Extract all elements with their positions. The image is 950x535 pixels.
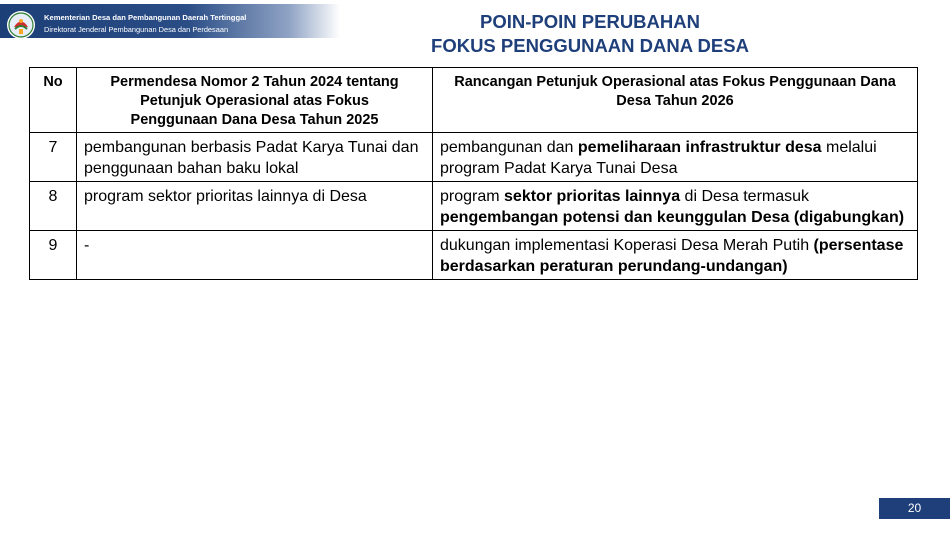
new-text-emphasis: pengembangan potensi dan keunggulan Desa (digabungkan) (440, 209, 905, 226)
new-text (433, 182, 918, 231)
old-text: program sektor prioritas lainnya di Desa (77, 182, 433, 231)
page-number: 20 (879, 498, 950, 519)
new-text-emphasis: sektor prioritas lainnya (504, 188, 681, 205)
table-header-row (30, 68, 918, 133)
new-text-part: dukungan implementasi Koperasi Desa Merah Putih (440, 237, 814, 254)
title-line-2: FOKUS PENGGUNAAN DANA DESA (431, 35, 749, 56)
row-number: 8 (30, 182, 77, 231)
old-text: pembangunan berbasis Padat Karya Tunai dan penggunaan bahan baku lokal (77, 133, 433, 182)
table-row (30, 133, 918, 182)
new-text-part: pembangunan dan (440, 139, 578, 156)
header-new-draft: Rancangan Petunjuk Operasional atas Fokus Penggunaan Dana Desa Tahun 2026 (433, 68, 918, 133)
changes-table (29, 67, 918, 280)
org-subtitle: Direktorat Jenderal Pembangunan Desa dan Perdesaan (44, 25, 229, 34)
slide-title (390, 10, 790, 58)
header-banner (0, 4, 340, 38)
new-text-emphasis: (persentase berdasarkan peraturan perundang-undangan) (440, 237, 904, 275)
ministry-logo-icon (6, 10, 36, 40)
org-name: Kementerian Desa dan Pembangunan Daerah Tertinggal (44, 13, 247, 22)
new-text-part: di Desa termasuk (680, 188, 810, 205)
table-row (30, 182, 918, 231)
new-text-part: program (440, 188, 505, 205)
table-row (30, 231, 918, 280)
title-line-1: POIN-POIN PERUBAHAN (480, 11, 700, 32)
new-text-part: melalui program Padat Karya Tunai Desa (440, 139, 877, 177)
new-text (433, 133, 918, 182)
old-text: - (77, 231, 433, 280)
header-old-regulation: Permendesa Nomor 2 Tahun 2024 tentang Petunjuk Operasional atas Fokus Penggunaan Dana Desa Tahun 2025 (77, 68, 433, 133)
row-number: 7 (30, 133, 77, 182)
new-text (433, 231, 918, 280)
header-no: No (30, 68, 77, 133)
new-text-emphasis: pemeliharaan infrastruktur desa (577, 139, 822, 156)
row-number: 9 (30, 231, 77, 280)
